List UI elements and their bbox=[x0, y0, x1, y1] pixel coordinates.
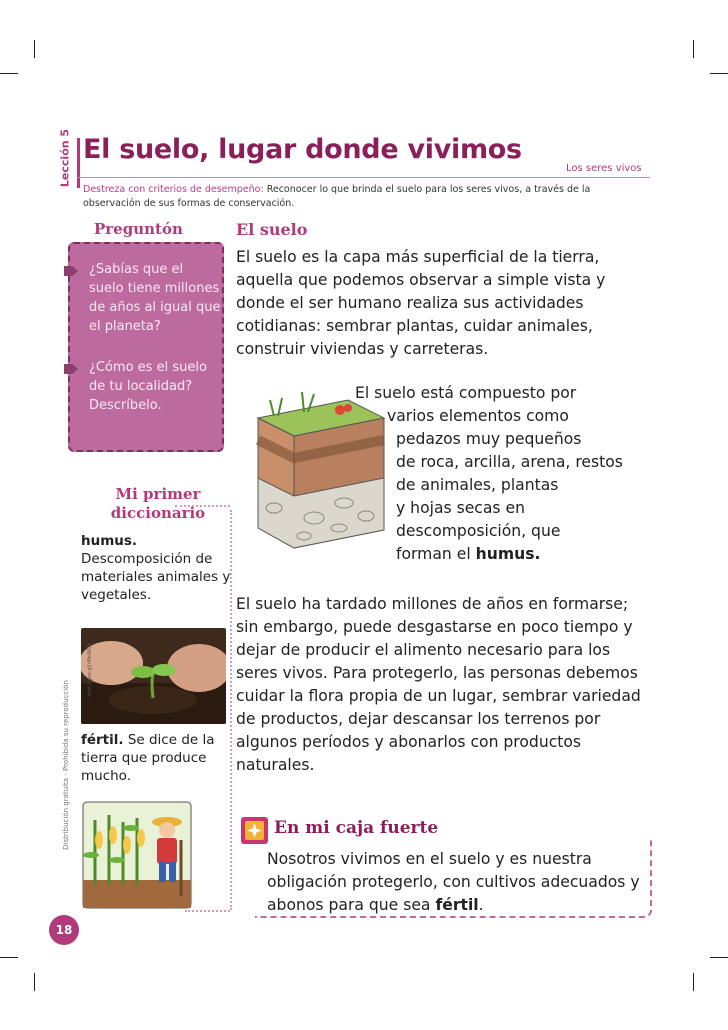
paragraph-1: El suelo es la capa más superficial de la tierra, aquella que podemos observar a simple vista y donde el ser humano realiza sus actividades cotidianas: sembrar plantas, cuidar animales, construir viviendas y carreteras. bbox=[236, 248, 606, 358]
dictionary-heading-line1: Mi primer bbox=[115, 485, 201, 503]
soil-text-line: El suelo está compuesto por bbox=[355, 384, 577, 402]
farmer-illustration bbox=[81, 800, 193, 910]
competency-body: Reconocer lo que brinda el suelo para los seres vivos, a través de la observación de sus formas de conservación. bbox=[83, 184, 591, 209]
safe-text-body: Nosotros vivimos en el suelo y es nuestra obligación protegerlo, con cultivos adecuados y abonos para que sea bbox=[267, 850, 640, 914]
dotted-border bbox=[175, 505, 230, 507]
paragraph-2: El suelo ha tardado millones de años en formarse; sin embargo, puede desgastarse en poco tiempo y dejar de producir el alimento necesario para los seres vivos. Para protegerlo, las personas debemos cuidar la flora propia de un lugar, sembrar variedad de productos, dejar descansar los terrenos por algunos períodos y abonarlos con productos naturales. bbox=[236, 595, 641, 774]
crop-mark bbox=[34, 40, 35, 58]
crop-mark bbox=[0, 957, 18, 958]
term-fertil-inline: fértil bbox=[435, 896, 479, 914]
lesson-label: Lección 5 bbox=[58, 128, 72, 188]
dictionary-heading-line2: diccionario bbox=[110, 504, 206, 522]
definition-humus: Descomposición de materiales animales y vegetales. bbox=[81, 551, 231, 603]
term-humus-inline: humus. bbox=[475, 545, 541, 563]
section-heading: El suelo bbox=[236, 220, 308, 239]
soil-text-line: descomposición, que bbox=[396, 522, 561, 540]
crop-mark bbox=[34, 973, 35, 991]
term-humus: humus. bbox=[81, 533, 138, 549]
photo-credit: http://goo.gl/rMeWQk bbox=[87, 643, 93, 697]
dotted-border bbox=[185, 910, 230, 912]
question-2: ¿Cómo es el suelo de tu localidad? Descríbelo. bbox=[89, 360, 207, 413]
page-title: El suelo, lugar donde vivimos bbox=[83, 134, 522, 165]
competency-text bbox=[83, 183, 643, 211]
safe-heading: En mi caja fuerte bbox=[274, 818, 439, 838]
safe-text-end: . bbox=[478, 896, 484, 914]
definition-fertil: Se dice de la tierra que produce mucho. bbox=[81, 732, 215, 784]
crop-mark bbox=[710, 73, 728, 74]
preguntón-heading: Preguntón bbox=[94, 220, 183, 238]
soil-text-line bbox=[396, 543, 540, 566]
title-rule bbox=[77, 177, 650, 178]
distribution-note: Distribución gratuita - Prohibida su reproducción bbox=[62, 680, 70, 850]
title-accent-bar bbox=[77, 138, 80, 188]
term-fertil: fértil. bbox=[81, 732, 124, 748]
soil-text-line: de animales, plantas bbox=[396, 476, 559, 494]
safe-text bbox=[267, 848, 657, 917]
question-1: ¿Sabías que el suelo tiene millones de años al igual que el planeta? bbox=[89, 262, 221, 334]
soil-layers-illustration bbox=[244, 378, 392, 564]
dictionary-entry-humus bbox=[81, 532, 231, 604]
unit-name: Los seres vivos bbox=[566, 163, 642, 174]
soil-text-line: y hojas secas en bbox=[396, 499, 525, 517]
crop-mark bbox=[693, 40, 694, 58]
competency-label: Destreza con criterios de desempeño: bbox=[83, 184, 264, 195]
dictionary-entry-fertil bbox=[81, 731, 231, 785]
soil-text-line: pedazos muy pequeños bbox=[396, 430, 582, 448]
crop-mark bbox=[0, 73, 18, 74]
soil-text-line: de roca, arcilla, arena, restos bbox=[396, 453, 623, 471]
dictionary-heading bbox=[88, 485, 228, 523]
page-number: 18 bbox=[49, 915, 79, 945]
seedling-photo bbox=[81, 628, 226, 724]
crop-mark bbox=[693, 973, 694, 991]
crop-mark bbox=[710, 957, 728, 958]
soil-text-line: varios elementos como bbox=[387, 407, 569, 425]
soil-text-fragment: forman el bbox=[396, 545, 476, 563]
